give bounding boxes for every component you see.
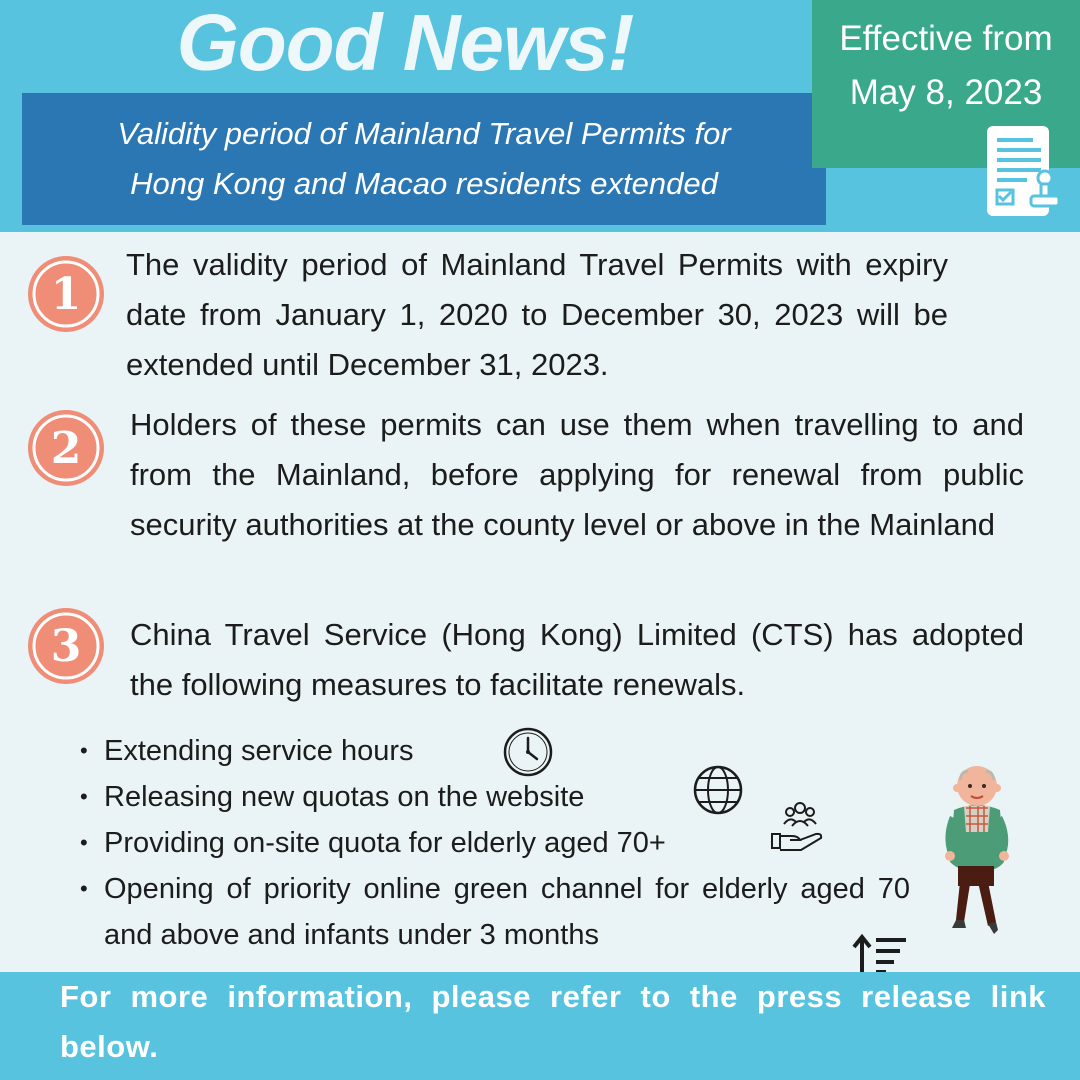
clock-icon bbox=[502, 726, 554, 778]
document-approval-icon bbox=[985, 124, 1065, 220]
list-item: • Opening of priority online green channel for elderly aged 70 and above and infants under 3 months bbox=[80, 866, 910, 958]
subtitle-line-2: Hong Kong and Macao residents extended bbox=[130, 166, 718, 201]
effective-date: May 8, 2023 bbox=[849, 73, 1043, 112]
list-item: • Releasing new quotas on the website bbox=[80, 774, 910, 820]
point-2-text: Holders of these permits can use them when travelling to and from the Mainland, before applying for renewal from public security authorities at the county level or above in the Mainland bbox=[130, 407, 1024, 542]
list-item: • Extending service hours bbox=[80, 728, 910, 774]
number-3-label: 3 bbox=[50, 621, 82, 672]
number-1-label: 1 bbox=[50, 269, 82, 320]
list-item: • Providing on-site quota for elderly aged 70+ bbox=[80, 820, 910, 866]
hand-people-icon bbox=[770, 800, 830, 854]
elderly-man-illustration bbox=[938, 762, 1016, 937]
subtitle-line-1: Validity period of Mainland Travel Permits for bbox=[117, 116, 731, 151]
number-2-label: 2 bbox=[50, 423, 82, 474]
globe-icon bbox=[692, 764, 744, 816]
point-3-text: China Travel Service (Hong Kong) Limited (CTS) has adopted the following measures to facilitate renewals. bbox=[130, 617, 1024, 702]
number-2-badge bbox=[26, 408, 106, 488]
footer-band bbox=[0, 972, 1080, 1080]
footer-text: For more information, please refer to the press release link below. bbox=[60, 979, 1046, 1064]
number-1-badge bbox=[26, 254, 106, 334]
number-3-badge bbox=[26, 606, 106, 686]
effective-label: Effective from bbox=[839, 19, 1053, 58]
page-title: Good News! bbox=[176, 0, 634, 87]
header-band bbox=[0, 0, 1080, 232]
point-1-text: The validity period of Mainland Travel Permits with expiry date from January 1, 2020 to December 30, 2023 will be extended until December 31, 2023. bbox=[126, 247, 948, 382]
subtitle-box bbox=[22, 93, 826, 225]
priority-sort-icon bbox=[852, 934, 908, 974]
